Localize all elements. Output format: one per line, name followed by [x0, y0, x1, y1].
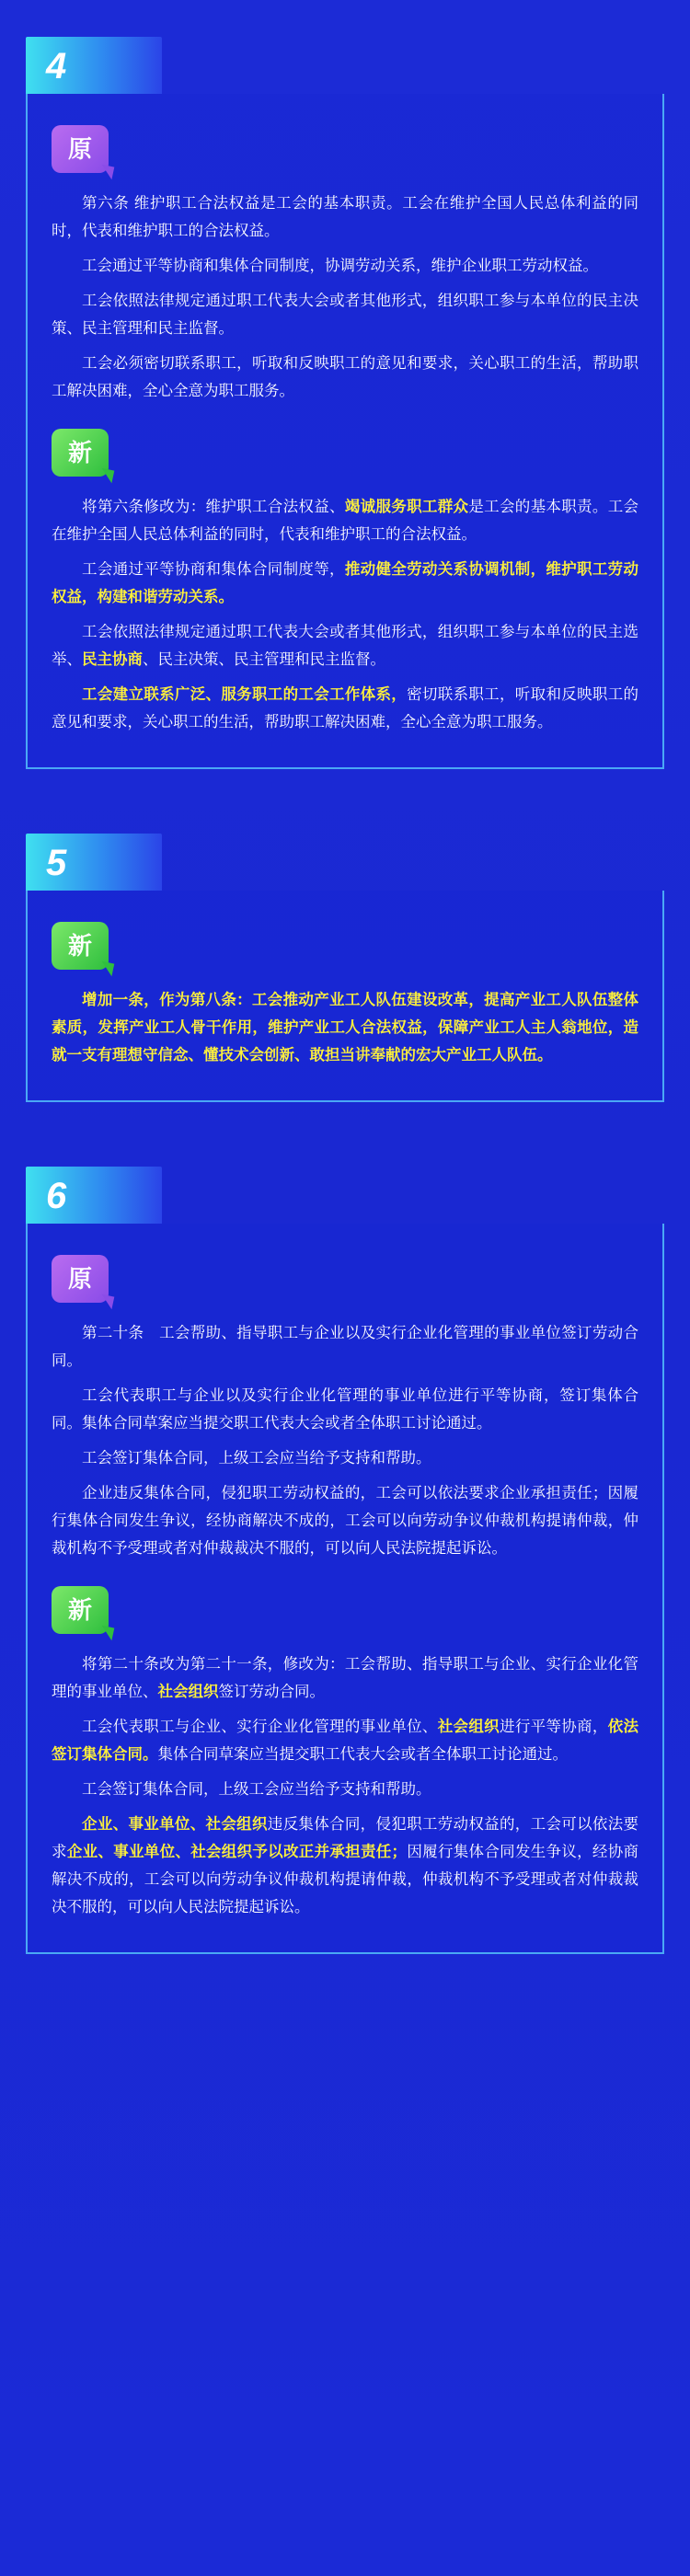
new-version-badge-wrap	[52, 429, 638, 480]
paragraph: 工会依照法律规定通过职工代表大会或者其他形式，组织职工参与本单位的民主选举、民主协商、民主决策、民主管理和民主监督。	[52, 624, 638, 668]
highlighted-text: 社会组织	[437, 1719, 500, 1735]
new-text-block	[52, 1650, 638, 1921]
paragraph: 工会通过平等协商和集体合同制度等，推动健全劳动关系协调机制，维护职工劳动权益，构建和谐劳动关系。	[52, 561, 639, 605]
paragraph: 工会签订集体合同，上级工会应当给予支持和帮助。	[82, 1450, 431, 1466]
paragraph: 工会通过平等协商和集体合同制度，协调劳动关系，维护企业职工劳动权益。	[82, 258, 598, 274]
highlighted-text: 民主协商	[82, 651, 143, 668]
badge-tail-icon	[99, 1626, 115, 1641]
amendment-section	[26, 37, 664, 769]
amendment-section	[26, 834, 664, 1102]
new-version-badge	[52, 1586, 109, 1634]
paragraph: 企业、事业单位、社会组织违反集体合同，侵犯职工劳动权益的，工会可以依法要求企业、事业单位、社会组织予以改正并承担责任；因履行集体合同发生争议，经协商解决不成的，工会可以向劳动争议仲裁机构提请仲裁，仲裁机构不予受理或者对仲裁裁决不服的，可以向人民法院提起诉讼。	[52, 1816, 639, 1915]
paragraph: 第六条 维护职工合法权益是工会的基本职责。工会在维护全国人民总体利益的同时，代表和维护职工的合法权益。	[52, 195, 638, 239]
section-number: 4	[46, 46, 68, 86]
section-number: 5	[46, 843, 68, 883]
highlighted-text: 社会组织	[157, 1684, 219, 1700]
badge-tail-icon	[99, 961, 115, 977]
old-version-badge	[52, 1255, 109, 1303]
paragraph: 企业违反集体合同，侵犯职工劳动权益的，工会可以依法要求企业承担责任；因履行集体合同发生争议，经协商解决不成的，工会可以向劳动争议仲裁机构提请仲裁，仲裁机构不予受理或者对仲裁裁决不服的，可以向人民法院提起诉讼。	[52, 1485, 638, 1557]
badge-tail-icon	[99, 165, 115, 180]
badge-label: 原	[67, 1265, 92, 1293]
block-spacer	[52, 1562, 638, 1586]
badge-label: 新	[67, 1596, 92, 1624]
highlighted-text: 竭诚服务职工群众	[344, 499, 469, 515]
highlighted-text: 工会建立联系广泛、服务职工的工会工作体系，	[82, 686, 408, 703]
badge-tail-icon	[99, 1294, 115, 1310]
new-text-block	[52, 493, 638, 736]
paragraph: 工会签订集体合同，上级工会应当给予支持和帮助。	[82, 1781, 431, 1798]
paragraph: 工会建立联系广泛、服务职工的工会工作体系，密切联系职工，听取和反映职工的意见和要求，关心职工的生活，帮助职工解决困难，全心全意为职工服务。	[52, 686, 639, 730]
paragraph: 增加一条，作为第八条：工会推动产业工人队伍建设改革，提高产业工人队伍整体素质，发挥产业工人骨干作用，维护产业工人合法权益，保障产业工人主人翁地位，造就一支有理想守信念、懂技术会创新、敢担当讲奉献的宏大产业工人队伍。	[52, 992, 638, 1064]
badge-label: 原	[67, 135, 92, 163]
highlighted-text: 推动健全劳动关系协调机制，维护职工劳动权益，构建和谐劳动关系。	[52, 561, 639, 605]
highlighted-text: 依法签订集体合同。	[52, 1719, 639, 1763]
sections-container	[0, 37, 690, 1954]
old-version-badge-wrap	[52, 1255, 638, 1306]
amendment-section	[26, 1167, 664, 1954]
paragraph: 工会必须密切联系职工，听取和反映职工的意见和要求，关心职工的生活，帮助职工解决困难，全心全意为职工服务。	[52, 355, 638, 399]
section-panel	[26, 891, 664, 1102]
new-version-badge	[52, 429, 109, 477]
section-number: 6	[46, 1176, 68, 1216]
section-panel	[26, 94, 664, 769]
new-version-badge	[52, 922, 109, 970]
paragraph: 工会代表职工与企业以及实行企业化管理的事业单位进行平等协商，签订集体合同。集体合同草案应当提交职工代表大会或者全体职工讨论通过。	[52, 1387, 638, 1432]
badge-tail-icon	[99, 468, 115, 484]
new-text-block	[52, 986, 638, 1069]
new-version-badge-wrap	[52, 1586, 638, 1638]
old-version-badge	[52, 125, 109, 173]
old-text-block	[52, 190, 638, 405]
block-spacer	[52, 405, 638, 429]
highlighted-text: 企业、事业单位、社会组织	[82, 1816, 268, 1833]
paragraph: 将第六条修改为：维护职工合法权益、竭诚服务职工群众是工会的基本职责。工会在维护全国人民总体利益的同时，代表和维护职工的合法权益。	[52, 499, 639, 543]
badge-label: 新	[67, 932, 92, 960]
paragraph: 第二十条 工会帮助、指导职工与企业以及实行企业化管理的事业单位签订劳动合同。	[52, 1325, 638, 1369]
paragraph: 工会依照法律规定通过职工代表大会或者其他形式，组织职工参与本单位的民主决策、民主管理和民主监督。	[52, 293, 638, 337]
section-panel	[26, 1224, 664, 1954]
section-number-tab	[26, 834, 162, 891]
badge-label: 新	[67, 439, 92, 466]
new-version-badge-wrap	[52, 922, 638, 973]
section-number-tab	[26, 37, 162, 94]
old-text-block	[52, 1319, 638, 1562]
section-number-tab	[26, 1167, 162, 1224]
old-version-badge-wrap	[52, 125, 638, 177]
paragraph: 将第二十条改为第二十一条，修改为：工会帮助、指导职工与企业、实行企业化管理的事业单位、社会组织签订劳动合同。	[52, 1656, 638, 1700]
paragraph: 工会代表职工与企业、实行企业化管理的事业单位、社会组织进行平等协商，依法签订集体合同。集体合同草案应当提交职工代表大会或者全体职工讨论通过。	[52, 1719, 639, 1763]
highlighted-text: 企业、事业单位、社会组织予以改正并承担责任；	[66, 1844, 408, 1860]
